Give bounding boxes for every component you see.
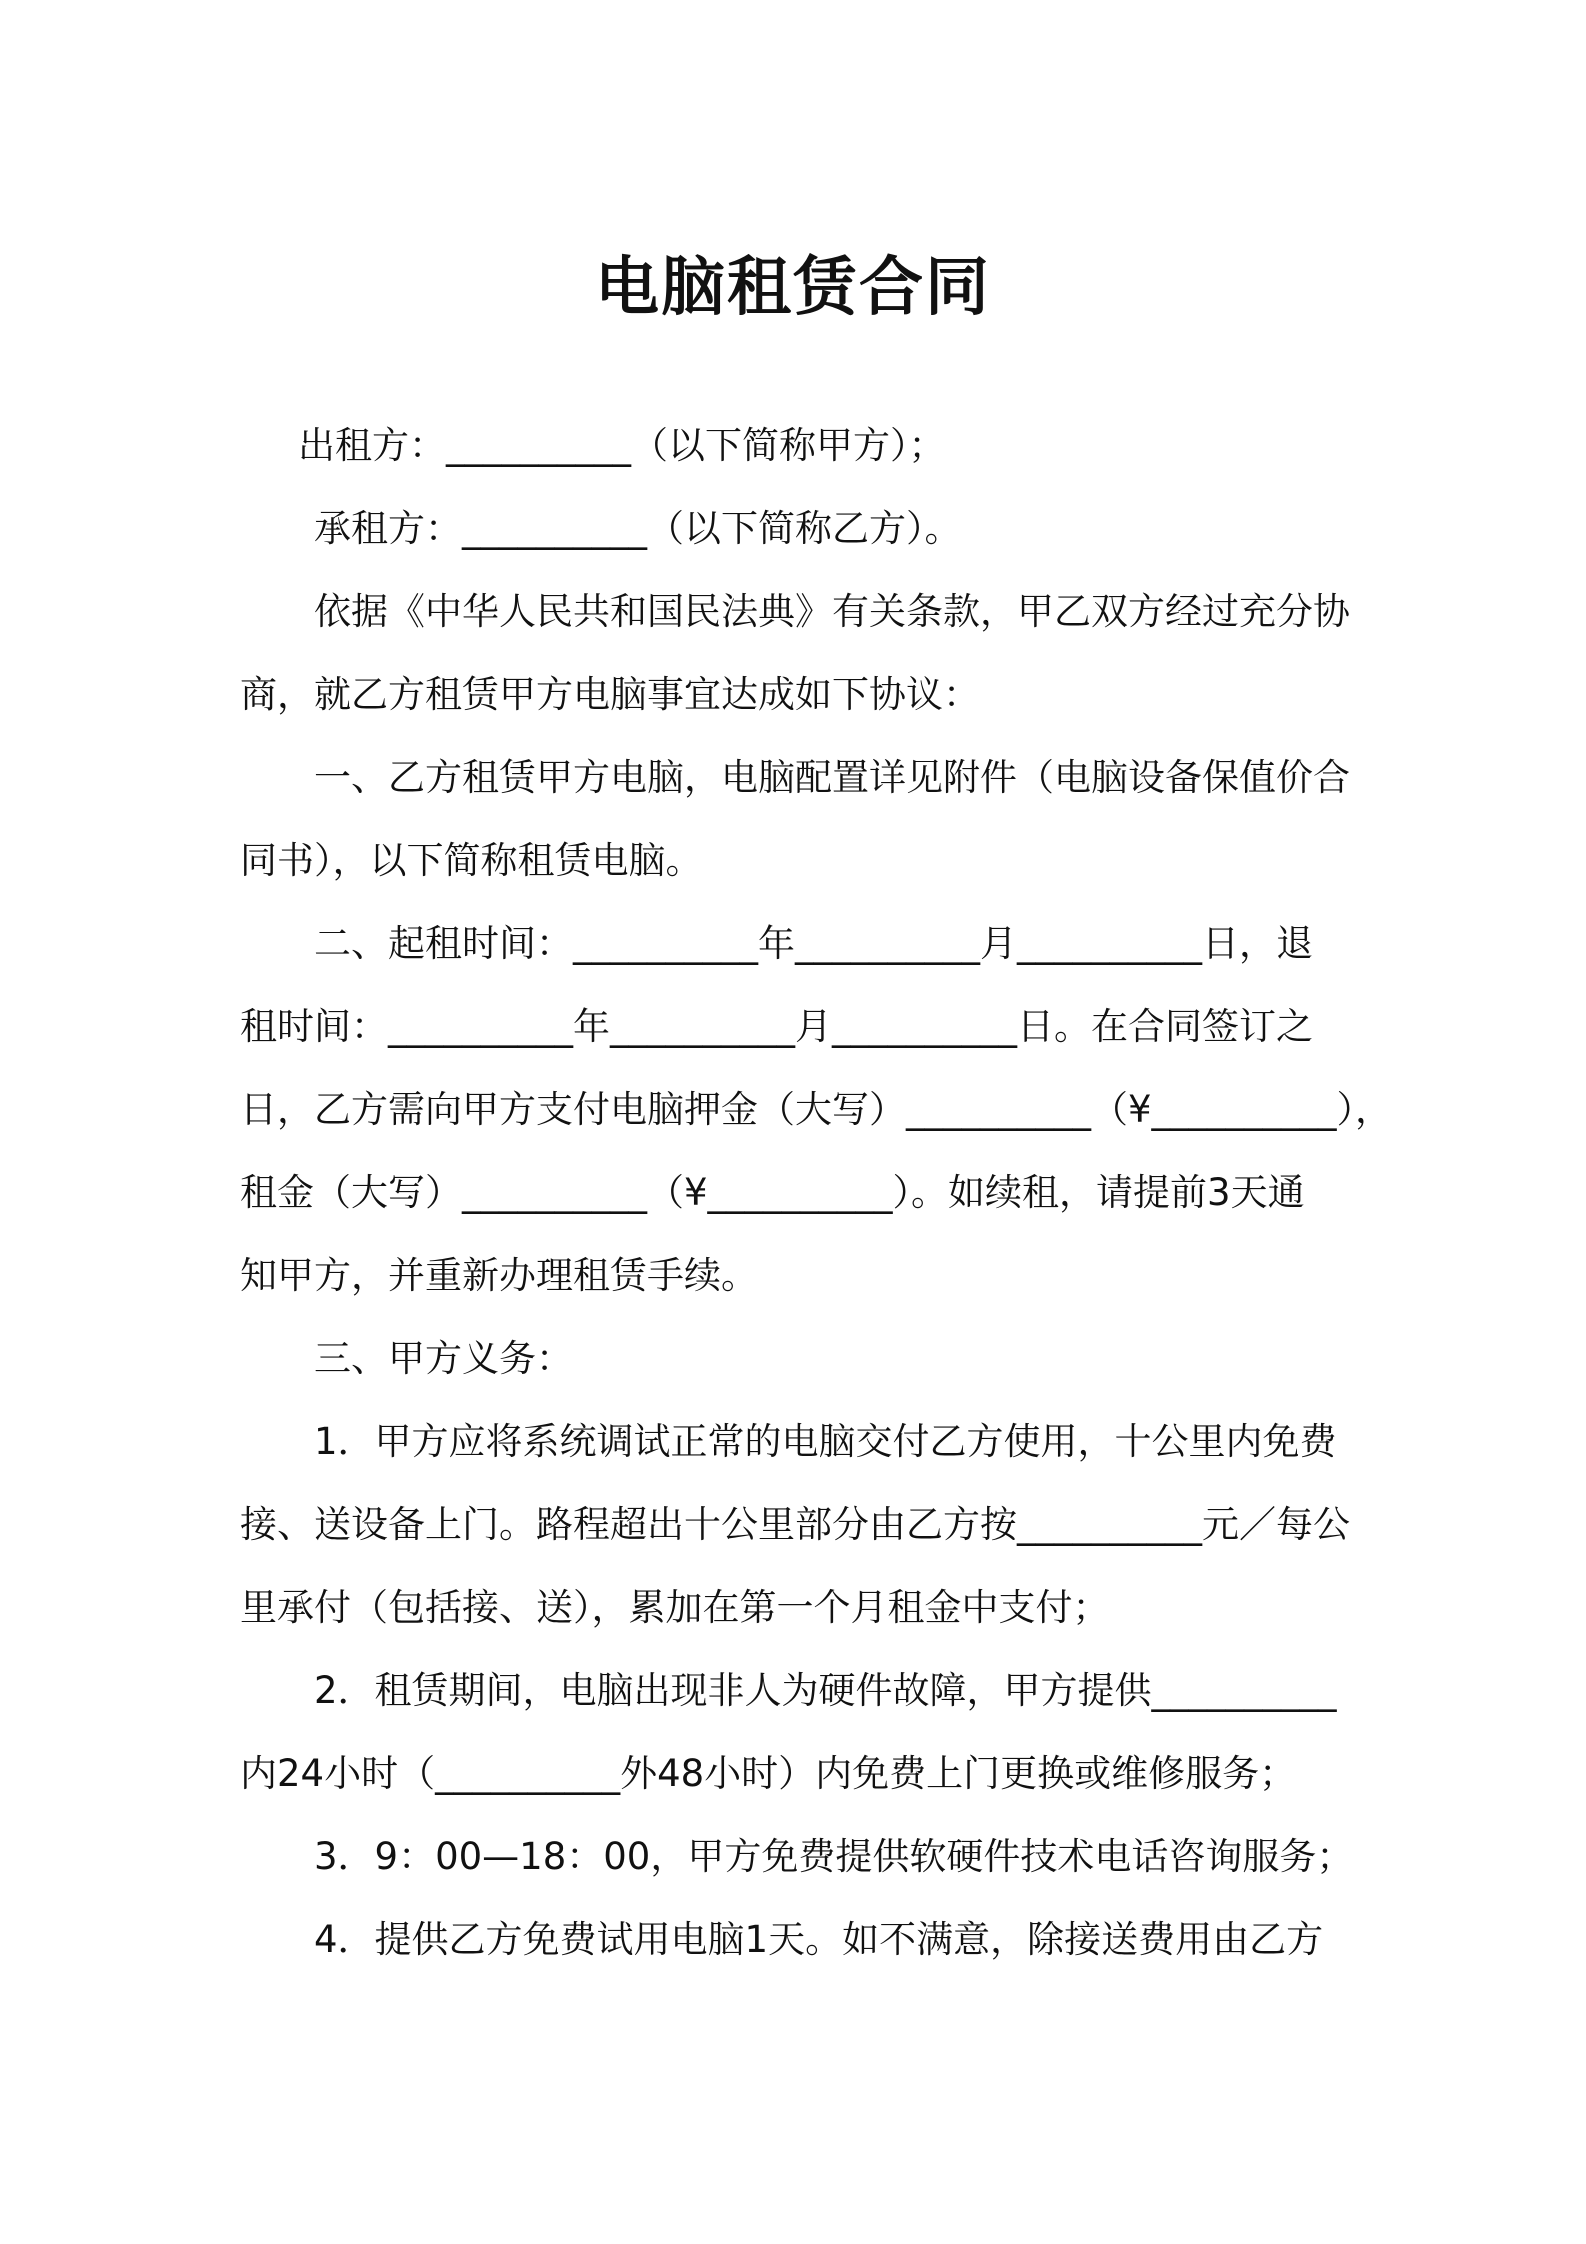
lessee-line: 承租方：__________（以下简称乙方）。 [314,507,962,550]
obligation-1-line-2: 接、送设备上门。路程超出十公里部分由乙方按__________元／每公 [240,1503,1350,1546]
clause-2-line-5: 知甲方，并重新办理租赁手续。 [240,1254,758,1297]
obligation-2-line-2: 内24小时（__________外48小时）内免费上门更换或维修服务； [240,1752,1297,1795]
obligation-4-line-1: 4．提供乙方免费试用电脑1天。如不满意，除接送费用由乙方 [314,1918,1324,1961]
obligation-2-line-1: 2．租赁期间，电脑出现非人为硬件故障，甲方提供__________ [314,1669,1337,1712]
obligation-3-line-1: 3．9：00—18：00，甲方免费提供软硬件技术电话咨询服务； [314,1835,1354,1878]
obligation-1-line-3: 里承付（包括接、送），累加在第一个月租金中支付； [240,1586,1110,1629]
clause-3-heading: 三、甲方义务： [314,1337,573,1380]
lessor-line: 出租方：__________（以下简称甲方）； [298,424,946,467]
clause-1-line-2: 同书），以下简称租赁电脑。 [240,839,703,882]
document-title: 电脑租赁合同 [595,251,991,325]
clause-2-line-3: 日，乙方需向甲方支付电脑押金（大写）__________（¥__________）， [240,1088,1393,1131]
clause-2-line-2: 租时间：__________年__________月__________日。在合同签订之 [240,1005,1313,1048]
clause-2-line-4: 租金（大写）__________（¥__________）。如续租，请提前3天通 [240,1171,1305,1214]
contract-body [240,404,1393,1981]
preamble-line-2: 商，就乙方租赁甲方电脑事宜达成如下协议： [240,673,980,716]
obligation-1-line-1: 1．甲方应将系统调试正常的电脑交付乙方使用，十公里内免费 [314,1420,1337,1463]
preamble-line-1: 依据《中华人民共和国民法典》有关条款，甲乙双方经过充分协 [314,590,1350,633]
clause-2-line-1: 二、起租时间：__________年__________月__________日，退 [314,922,1313,965]
clause-1-line-1: 一、乙方租赁甲方电脑，电脑配置详见附件（电脑设备保值价合 [314,756,1350,799]
